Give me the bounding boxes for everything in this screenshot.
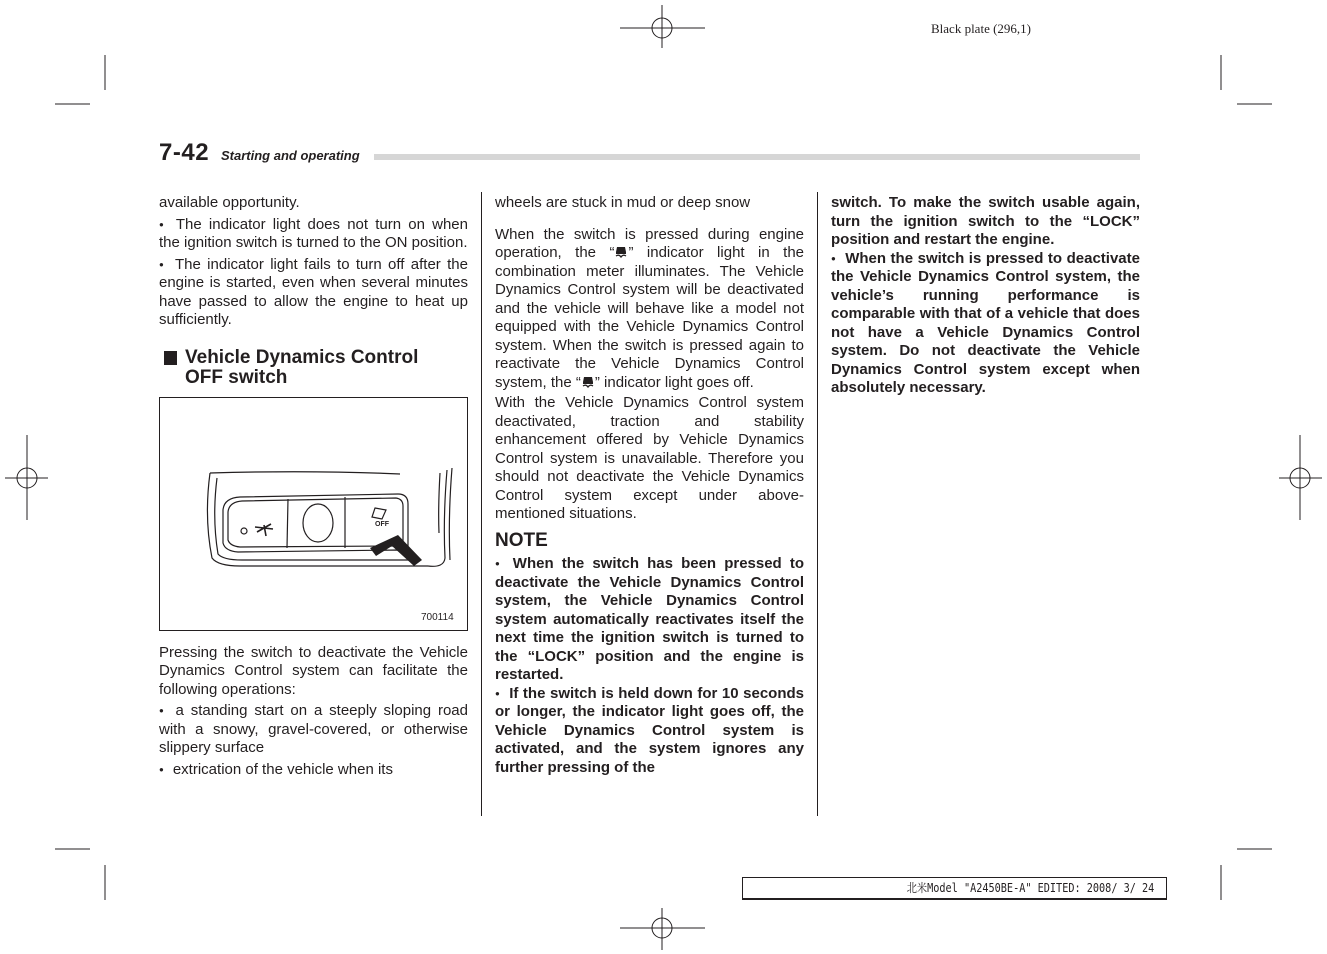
bullet-text: extrication of the vehicle when its (172, 760, 393, 778)
column-divider (817, 192, 818, 816)
vdc-off-indicator-icon (581, 375, 595, 389)
section-title: Starting and operating (221, 148, 360, 163)
column-1 (159, 194, 468, 779)
figure-code: 700114 (421, 611, 454, 623)
footer-box (742, 877, 1167, 900)
switch-panel-illustration (160, 398, 467, 630)
paragraph: With the Vehicle Dynamics Control system deactivated, traction and stability enhancement offered by Vehicle Dynamics Control system is unavailable. Therefore you should not deactivate the Vehicle Dynamics Control system except under above-mentioned situations. (495, 394, 804, 522)
text-run: ” indicator light in the combination meter illuminates. The Vehicle Dynamics Control system will be deactivated and the vehicle will behave like a model not equipped with the Vehicle Dynamics Control system. When the switch is pressed again to reactivate the Vehicle Dynamics Control system, the “ (495, 244, 804, 391)
note-text: When the switch has been pressed to deactivate the Vehicle Dynamics Control system, the Vehicle Dynamics Control system automatically reactivates itself the next time the ignition switch is turned to the “LOCK” position and the engine is restarted. (495, 555, 804, 683)
switch-figure (159, 397, 468, 631)
note-text: When the switch is pressed to deactivate the Vehicle Dynamics Control system, the vehicle’s running performance is comparable with that of a vehicle that does not have a Vehicle Dynamics Control system. Do not deactivate the Vehicle Dynamics Control system except when absolutely necessary. (831, 249, 1140, 396)
paragraph: switch. To make the switch usable again, turn the ignition switch to the “LOCK” position and restart the engine. (831, 194, 1140, 248)
heading-square-icon (164, 351, 177, 365)
column-divider (481, 192, 482, 816)
note-item (831, 250, 1140, 398)
column-3 (831, 194, 1140, 398)
paragraph: available opportunity. (159, 194, 300, 211)
heading-line: OFF switch (185, 366, 288, 388)
text-run: ” indicator light goes off. (594, 373, 754, 391)
bullet-text: a standing start on a steeply sloping road with a snowy, gravel-covered, or otherwise slippery surface (159, 702, 468, 756)
bullet-text: The indicator light fails to turn off after the engine is started, even when several minutes have passed to allow the engine to heat up sufficiently. (159, 255, 468, 328)
plate-label: Black plate (296,1) (931, 21, 1031, 36)
note-heading: NOTE (495, 529, 548, 551)
vdc-off-indicator-icon (614, 245, 628, 259)
header-rule (374, 154, 1140, 160)
bullet-item (159, 216, 468, 253)
paragraph: Pressing the switch to deactivate the Vehicle Dynamics Control system can facilitate the following operations: (159, 643, 468, 698)
bullet-item (159, 761, 468, 780)
heading-line: Vehicle Dynamics Control (185, 346, 419, 368)
footer-edit-info: 北米Model "A2450BE-A" EDITED: 2008/ 3/ 24 (906, 881, 1154, 895)
note-item (495, 555, 804, 685)
bullet-text: The indicator light does not turn on when the ignition switch is turned to the ON position. (159, 215, 468, 251)
paragraph (495, 226, 804, 393)
page-number: 7-42 (159, 139, 210, 166)
paragraph: wheels are stuck in mud or deep snow (495, 194, 751, 211)
bullet-item (159, 702, 468, 758)
note-text: If the switch is held down for 10 seconds or longer, the indicator light goes off, the Vehicle Dynamics Control system is activated, and the system ignores any further pressing of the (495, 684, 804, 776)
text-run: When the switch is pressed during engine operation, the “ (495, 225, 804, 261)
note-item (495, 685, 804, 778)
switch-off-label: OFF (375, 520, 389, 528)
section-heading (159, 348, 468, 388)
column-2 (495, 194, 804, 777)
bullet-item (159, 256, 468, 330)
